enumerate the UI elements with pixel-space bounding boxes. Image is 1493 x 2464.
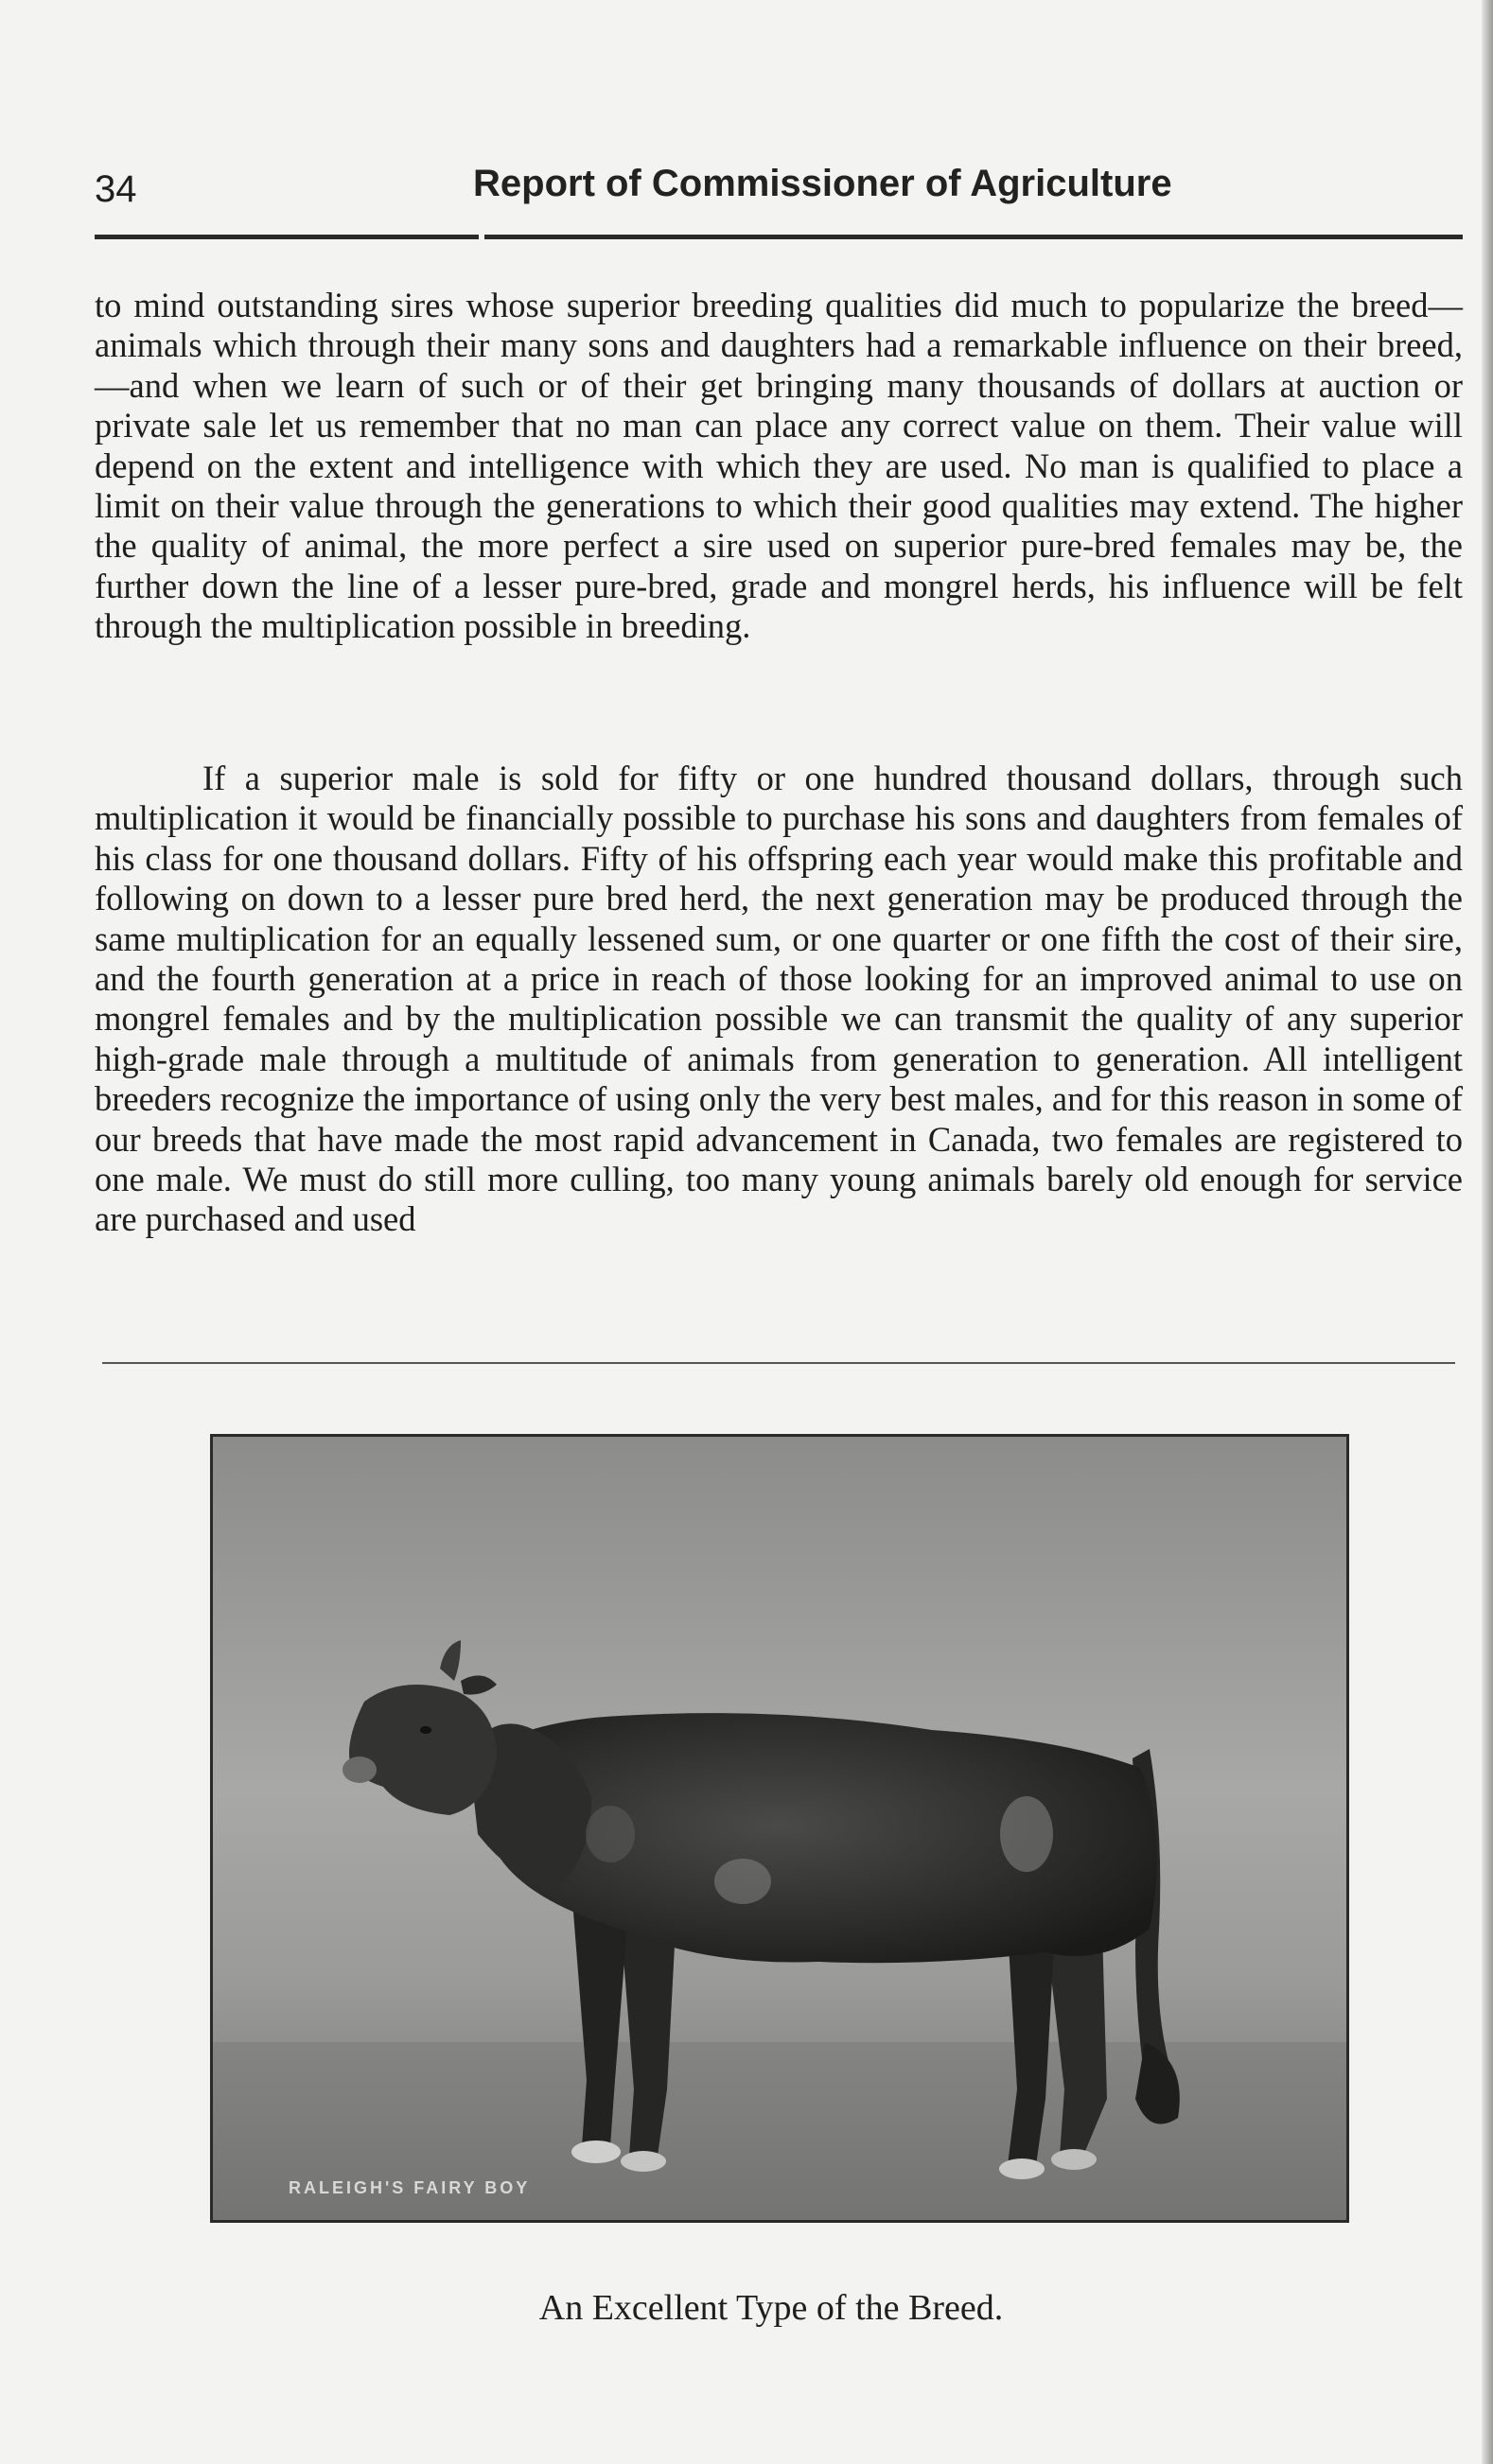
paragraph-1: to mind outstanding sires whose superior breeding qualities did much to popularize the breed—animals which through their many sons and daughters had a remarkable influence on their breed,—and when we learn of such or of their get bringing many thousands of dollars at auction or private sale let us remember that no man can place any correct value on them. Their value will depend on the extent and intelligence with which they are used. No man is qualified to place a limit on their value through the generations to which their good qualities may extend. The higher the quality of animal, the more perfect a sire used on superior pure-bred females may be, the further down the line of a lesser pure-bred, grade and mongrel herds, his influence will be felt through the multiplication possible in breeding. bbox=[95, 286, 1463, 646]
header-rule bbox=[95, 235, 1463, 239]
running-title: Report of Commissioner of Agriculture bbox=[473, 163, 1172, 204]
figure-caption: An Excellent Type of the Breed. bbox=[538, 2288, 1004, 2328]
page-header bbox=[95, 159, 1467, 225]
page-number: 34 bbox=[95, 168, 137, 210]
bull-photograph bbox=[210, 1434, 1349, 2223]
bull-illustration bbox=[213, 1437, 1346, 2220]
photo-label: RALEIGH'S FAIRY BOY bbox=[289, 2178, 531, 2197]
paragraph-2: If a superior male is sold for fifty or one hundred thousand dollars, through such multiplication it would be financially possible to purchase his sons and daughters from females of his class for one thousand dollars. Fifty of his offspring each year would make this profitable and following on down to a lesser pure bred herd, the next generation may be produced through the same multiplication for an equally lessened sum, or one quarter or one fifth the cost of their sire, and the fourth generation at a price in reach of those looking for an improved animal to use on mongrel females and by the multiplication possible we can transmit the quality of any superior high-grade male through a multitude of animals from generation to generation. All intelligent breeders recognize the importance of using only the very best males, and for this reason in some of our breeds that have made the most rapid advancement in Canada, two females are registered to one male. We must do still more culling, too many young animals barely old enough for service are purchased and used bbox=[95, 759, 1463, 1239]
section-divider bbox=[102, 1362, 1455, 1364]
page-edge bbox=[1482, 0, 1493, 2464]
header-rule-gap bbox=[479, 235, 484, 239]
